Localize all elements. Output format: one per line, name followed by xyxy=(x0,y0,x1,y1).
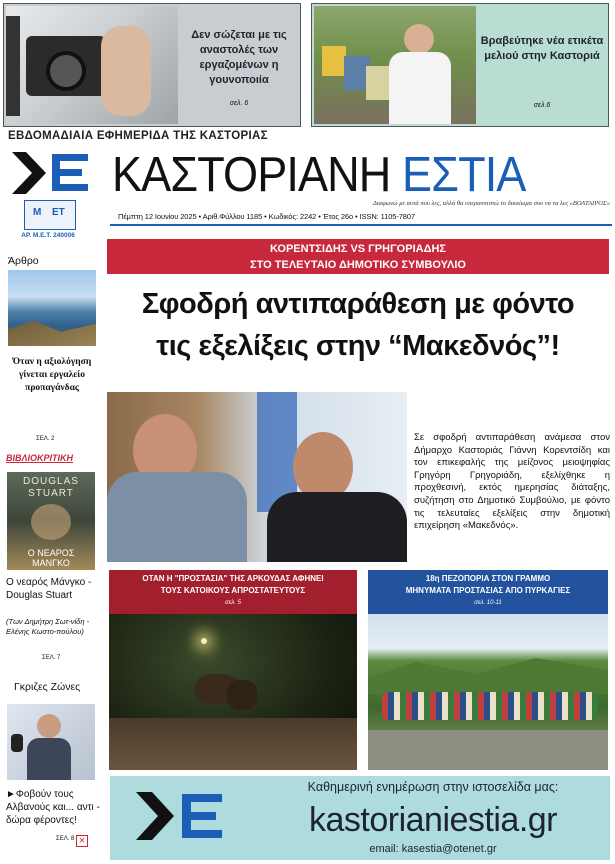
bear-photo-night xyxy=(109,614,357,770)
teaser-photo-camera xyxy=(6,6,178,124)
sidebar-book-page: ΣΕΛ. 7 xyxy=(42,655,61,661)
lead-headline-line2: τις εξελίξεις στην “Μακεδνός”! xyxy=(156,330,560,362)
book-cover-author: DOUGLAS STUART xyxy=(23,476,79,499)
zones-photo-speaker xyxy=(7,704,95,780)
teaser-page: σελ.6 xyxy=(533,102,551,109)
hike-headline-line1: 18η ΠΕΖΟΠΟΡΙΑ ΣΤΟΝ ΓΡΑΜΜΟ xyxy=(425,574,551,583)
hike-headline-banner[interactable] xyxy=(368,570,608,614)
footer-site-link[interactable]: kastorianiestia.gr xyxy=(308,801,557,839)
issue-info: Πέμπτη 12 Ιουνίου 2025 • Αριθ.Φύλλου 1185 • Κωδικός: 2242 • Έτος 26ο • ISSN: 1105-7807 xyxy=(118,212,416,221)
hike-page: σελ. 10-11 xyxy=(474,600,502,606)
masthead-motto: Διαφωνώ με αυτά που λες, αλλά θα υπερασπιστώ το δικαίωμα σου να τα λες «ΒΟΛΤΑΙΡΟΣ» xyxy=(372,200,610,207)
masthead-tagline: ΕΒΔΟΜΑΔΙΑΙΑ ΕΦΗΜΕΡΙΔΑ ΤΗΣ ΚΑΣΤΟΡΙΑΣ xyxy=(8,130,268,142)
article-photo-lake xyxy=(8,270,96,346)
masthead-title-main: ΚΑΣΤΟΡΙΑΝΗ xyxy=(112,148,391,202)
met-number: ΑΡ. Μ.Ε.Τ. 240006 xyxy=(21,232,75,239)
masthead-title xyxy=(112,146,572,204)
lead-headline-line1: Σφοδρή αντιπαράθεση με φόντο xyxy=(141,288,575,320)
teaser-headline: Βραβεύτηκε νέα ετικέτα μελιού στην Καστοριά xyxy=(480,35,604,62)
sidebar-zones-page: ΣΕΛ. 8 xyxy=(56,836,75,842)
sidebar-article-title[interactable]: Όταν η αξιολόγηση γίνεται εργαλείο προπαγάνδας xyxy=(12,357,92,393)
ke-logo-icon xyxy=(10,150,92,196)
teaser-gouna[interactable] xyxy=(3,3,301,127)
lead-kicker xyxy=(107,239,609,274)
teaser-headline: Δεν σώζεται με τις αναστολές των εργαζομένων η γουνοποιία xyxy=(191,29,287,86)
book-cover-title: Ο ΝΕΑΡΟΣ ΜΑΝΓΚΟ xyxy=(27,548,75,568)
teaser-photo-beekeeper xyxy=(314,6,476,124)
teaser-page: σελ. 6 xyxy=(229,100,249,107)
close-x-icon: ✕ xyxy=(76,835,88,847)
lead-body: Σε σφοδρή αντιπαράθεση ανάμεσα στον Δήμαρχο Καστοριάς Γιάννη Κορεντσίδη και τον επικεφαλής της μείζονος μειοψηφίας Γρηγόρη Γρηγοριάδη, εξελίχθηκε η προχθεσινή, εκτός ημερησίας διάταξης, συζήτηση στο Δημοτικό Συμβούλιο, με φόντο τις τελευταίες εξελίξεις στην δημοτική επιχείρηση «Μακεδνός». xyxy=(414,432,610,532)
book-cover xyxy=(7,472,95,570)
footer-banner[interactable] xyxy=(110,776,610,860)
teaser-honey[interactable] xyxy=(311,3,609,127)
met-letter-m: Μ xyxy=(33,207,42,218)
bear-headline-line2: ΤΟΥΣ ΚΑΤΟΙΚΟΥΣ ΑΠΡΟΣΤΑΤΕΥΤΟΥΣ xyxy=(160,586,306,595)
footer-email[interactable]: email: kasestia@otenet.gr xyxy=(369,843,497,855)
masthead-title-accent: ΕΣΤΙΑ xyxy=(401,148,526,202)
sidebar-section-books: ΒΙΒΛΙΟΚΡΙΤΙΚΗ xyxy=(6,453,74,463)
hike-photo-group xyxy=(368,614,608,770)
masthead-rule xyxy=(110,224,612,226)
lead-kicker-line1: ΚΟΡΕΝΤΣΙΔΗΣ VS ΓΡΗΓΟΡΙΑΔΗΣ xyxy=(269,243,447,255)
met-logo xyxy=(24,200,76,230)
bear-page: σελ. 5 xyxy=(225,600,241,606)
lead-kicker-line2: ΣΤΟ ΤΕΛΕΥΤΑΙΟ ΔΗΜΟΤΙΚΟ ΣΥΜΒΟΥΛΙΟ xyxy=(250,259,466,271)
sidebar-section-article: Άρθρο xyxy=(8,255,39,267)
masthead-logo xyxy=(10,150,92,196)
footer-logo-icon xyxy=(134,788,226,844)
footer-intro: Καθημερινή ενημέρωση στην ιστοσελίδα μας: xyxy=(307,780,559,794)
bear-headline-banner[interactable] xyxy=(109,570,357,614)
lead-headline[interactable] xyxy=(107,283,609,367)
bear-headline-line1: ΟΤΑΝ Η "ΠΡΟΣΤΑΣΙΑ" ΤΗΣ ΑΡΚΟΥΔΑΣ ΑΦΗΝΕΙ xyxy=(142,574,324,583)
sidebar-section-zones: Γκριζες Ζώνες xyxy=(14,681,81,693)
sidebar-book-reviewers: (Των Δημήτρη Σωτ-νίδη - Ελένης Κωστο-πούλου) xyxy=(6,617,90,636)
hike-headline-line2: ΜΗΝΥΜΑΤΑ ΠΡΟΣΤΑΣΙΑΣ ΑΠΟ ΠΥΡΚΑΓΙΕΣ xyxy=(405,586,571,595)
lead-photo-council xyxy=(107,392,407,562)
sidebar-zones-title[interactable]: ►Φοβούν τους Αλβανούς και... αντι - δώρα φέροντες! xyxy=(6,789,100,826)
sidebar-article-page: ΣΕΛ. 2 xyxy=(36,436,55,442)
met-letter-et: ΕΤ xyxy=(52,207,65,218)
sidebar-book-title[interactable]: Ο νεαρός Μάνγκο - Douglas Stuart xyxy=(6,577,92,601)
